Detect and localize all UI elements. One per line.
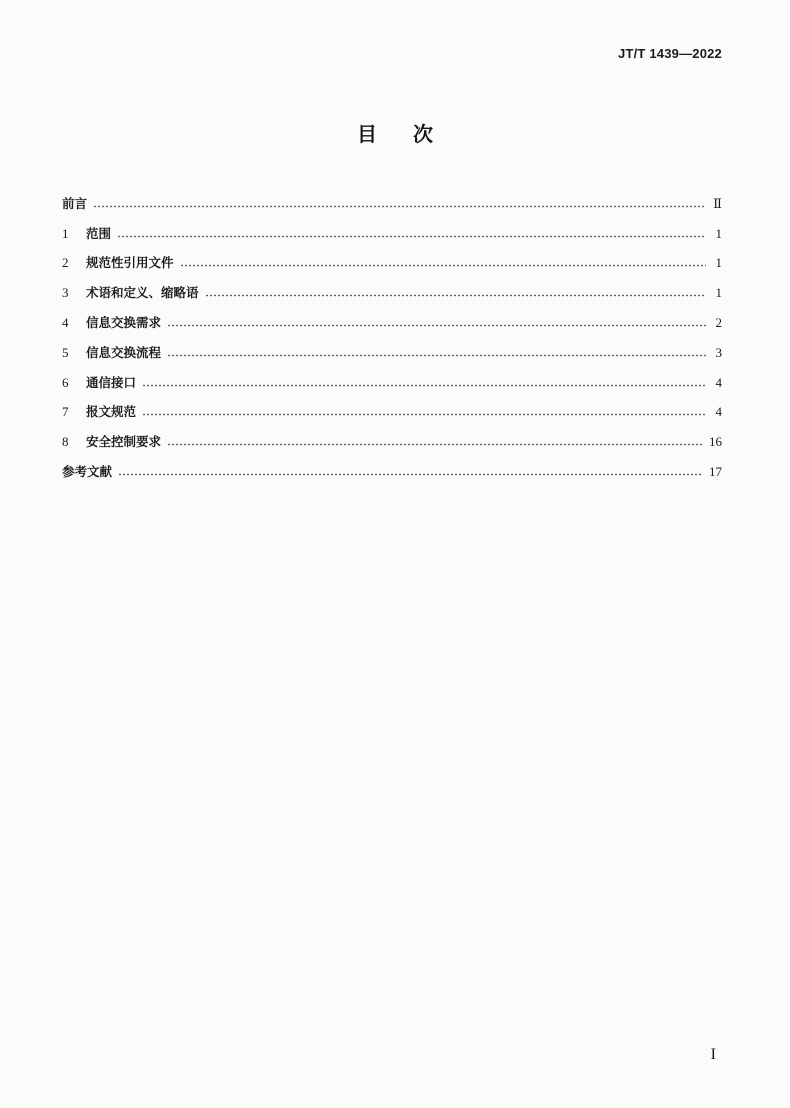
toc-entry-page: 4 bbox=[715, 404, 722, 420]
toc-leader-dots bbox=[117, 235, 706, 238]
page-title: 目次 bbox=[357, 122, 469, 146]
toc-entry-number: 1 bbox=[62, 225, 69, 241]
toc-entry-page: 17 bbox=[709, 463, 722, 479]
toc-entry-foreword[interactable] bbox=[62, 182, 722, 212]
toc-entry-label: 安全控制要求 bbox=[86, 434, 162, 450]
toc-entry-page: 1 bbox=[715, 225, 722, 241]
toc-entry-scope[interactable] bbox=[62, 212, 722, 242]
table-of-contents bbox=[62, 182, 722, 480]
toc-leader-dots bbox=[167, 443, 703, 446]
toc-entry-message-specification[interactable] bbox=[62, 391, 722, 421]
toc-entry-number: 7 bbox=[62, 404, 69, 420]
toc-entry-bibliography[interactable] bbox=[62, 450, 722, 480]
toc-entry-page: 16 bbox=[709, 434, 722, 450]
toc-leader-dots bbox=[142, 384, 706, 387]
toc-entry-number: 5 bbox=[62, 344, 69, 360]
toc-leader-dots bbox=[93, 205, 706, 208]
toc-entry-info-exchange-requirements[interactable] bbox=[62, 301, 722, 331]
toc-entry-label: 参考文献 bbox=[62, 463, 113, 479]
toc-entry-terms-definitions[interactable] bbox=[62, 271, 722, 301]
toc-entry-label: 报文规范 bbox=[86, 404, 137, 420]
toc-entry-label: 范围 bbox=[86, 225, 112, 241]
toc-entry-normative-references[interactable] bbox=[62, 242, 722, 272]
toc-entry-label: 信息交换需求 bbox=[86, 314, 162, 330]
toc-entry-label: 通信接口 bbox=[86, 374, 137, 390]
toc-leader-dots bbox=[167, 354, 706, 357]
toc-leader-dots bbox=[142, 413, 706, 416]
toc-entry-number: 6 bbox=[62, 374, 69, 390]
toc-entry-page: 1 bbox=[715, 255, 722, 271]
toc-entry-communication-interface[interactable] bbox=[62, 361, 722, 391]
toc-entry-label: 前言 bbox=[62, 195, 88, 211]
toc-entry-number: 2 bbox=[62, 255, 69, 271]
toc-entry-label: 信息交换流程 bbox=[86, 344, 162, 360]
toc-entry-page: 2 bbox=[715, 314, 722, 330]
standard-number: JT/T 1439—2022 bbox=[618, 46, 722, 61]
toc-leader-dots bbox=[118, 473, 703, 476]
toc-entry-number: 3 bbox=[62, 285, 69, 301]
toc-entry-page: 4 bbox=[715, 374, 722, 390]
toc-entry-page: Ⅱ bbox=[713, 195, 722, 211]
toc-entry-number: 4 bbox=[62, 314, 69, 330]
toc-entry-page: 1 bbox=[715, 285, 722, 301]
toc-entry-page: 3 bbox=[715, 344, 722, 360]
toc-leader-dots bbox=[180, 264, 706, 267]
toc-entry-info-exchange-process[interactable] bbox=[62, 331, 722, 361]
toc-leader-dots bbox=[205, 294, 706, 297]
toc-entry-number: 8 bbox=[62, 434, 69, 450]
toc-entry-security-control[interactable] bbox=[62, 420, 722, 450]
toc-entry-label: 规范性引用文件 bbox=[86, 255, 174, 271]
toc-entry-label: 术语和定义、缩略语 bbox=[86, 285, 199, 301]
toc-leader-dots bbox=[167, 324, 706, 327]
page-number: I bbox=[710, 1046, 716, 1063]
